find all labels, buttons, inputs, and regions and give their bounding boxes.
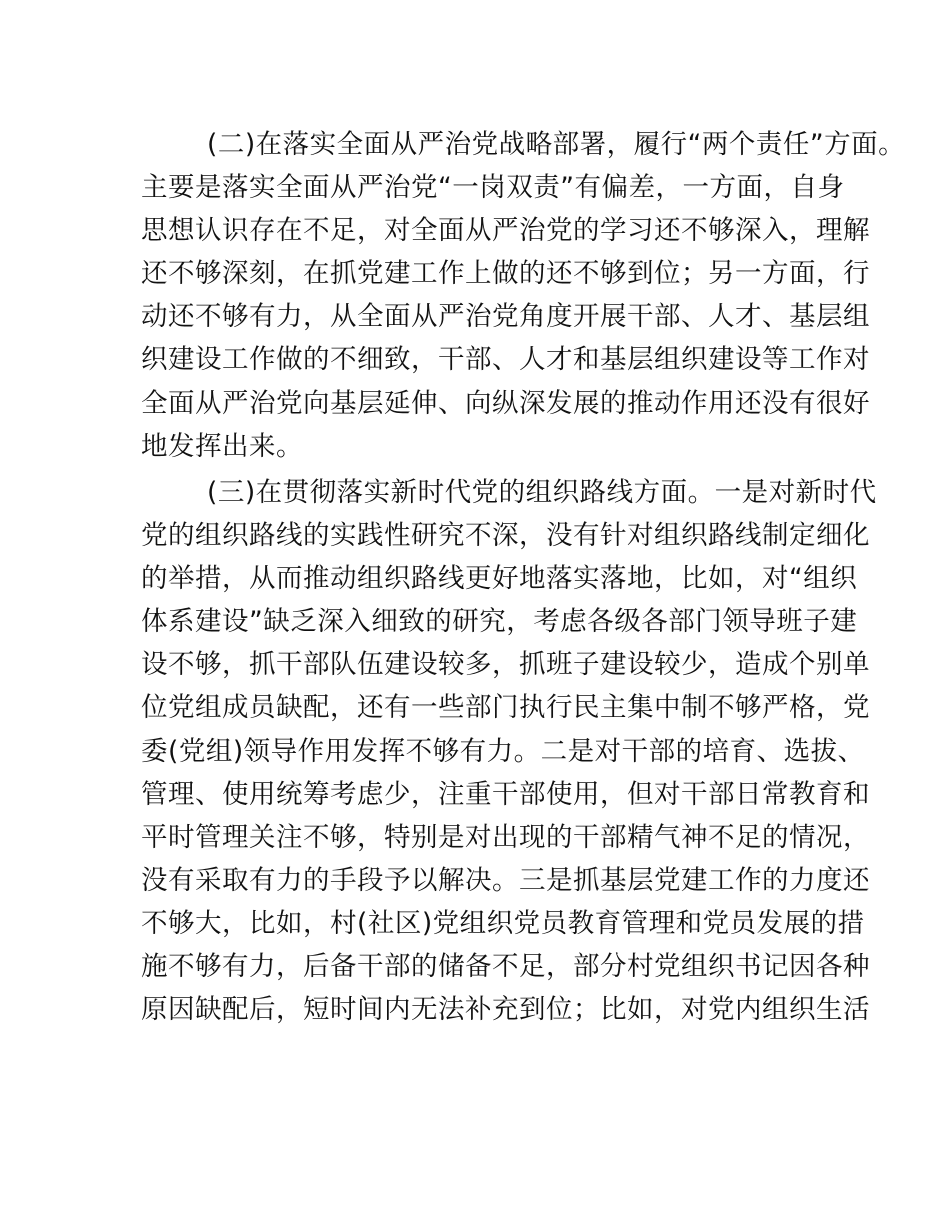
text-line: 全面从严治党向基层延伸、向纵深发展的推动作用还没有很好: [141, 387, 870, 419]
text-line: (二)在落实全面从严治党战略部署，履行“两个责任”方面。: [207, 129, 906, 160]
text-line: 没有采取有力的手段予以解决。三是抓基层党建工作的力度还: [141, 864, 870, 896]
text-line: 党的组织路线的实践性研究不深，没有针对组织路线制定细化: [141, 520, 870, 552]
text-line: 织建设工作做的不细致，干部、人才和基层组织建设等工作对: [141, 344, 870, 376]
text-line: 管理、使用统筹考虑少，注重干部使用，但对干部日常教育和: [141, 778, 870, 810]
text-line: 地发挥出来。: [141, 430, 303, 462]
text-line: 思想认识存在不足，对全面从严治党的学习还不够深入，理解: [141, 215, 870, 247]
text-line: 动还不够有力，从全面从严治党角度开展干部、人才、基层组: [141, 301, 870, 333]
text-line: 主要是落实全面从严治党“一岗双责”有偏差，一方面，自身: [141, 172, 845, 204]
text-line: 体系建设”缺乏深入细致的研究，考虑各级各部门领导班子建: [141, 606, 858, 638]
paragraph-responsibilities: [141, 123, 906, 468]
text-line: 施不够有力，后备干部的储备不足，部分村党组织书记因各种: [141, 951, 870, 983]
text-line: 位党组成员缺配，还有一些部门执行民主集中制不够严格，党: [141, 692, 870, 724]
text-line: 还不够深刻，在抓党建工作上做的还不够到位；另一方面，行: [141, 258, 870, 290]
text-line: (三)在贯彻落实新时代党的组织路线方面。一是对新时代: [207, 477, 877, 508]
text-line: 不够大，比如，村(社区)党组织党员教育管理和党员发展的措: [141, 907, 865, 939]
text-line: 的举措，从而推动组织路线更好地落实落地，比如，对“组织: [141, 563, 858, 595]
paragraph-organizational-line: [141, 471, 877, 1031]
text-line: 委(党组)领导作用发挥不够有力。二是对干部的培育、选拔、: [141, 735, 865, 767]
text-line: 设不够，抓干部队伍建设较多，抓班子建设较少，造成个别单: [141, 649, 870, 681]
text-line: 原因缺配后，短时间内无法补充到位；比如，对党内组织生活: [141, 994, 870, 1026]
text-line: 平时管理关注不够，特别是对出现的干部精气神不足的情况，: [141, 821, 870, 853]
